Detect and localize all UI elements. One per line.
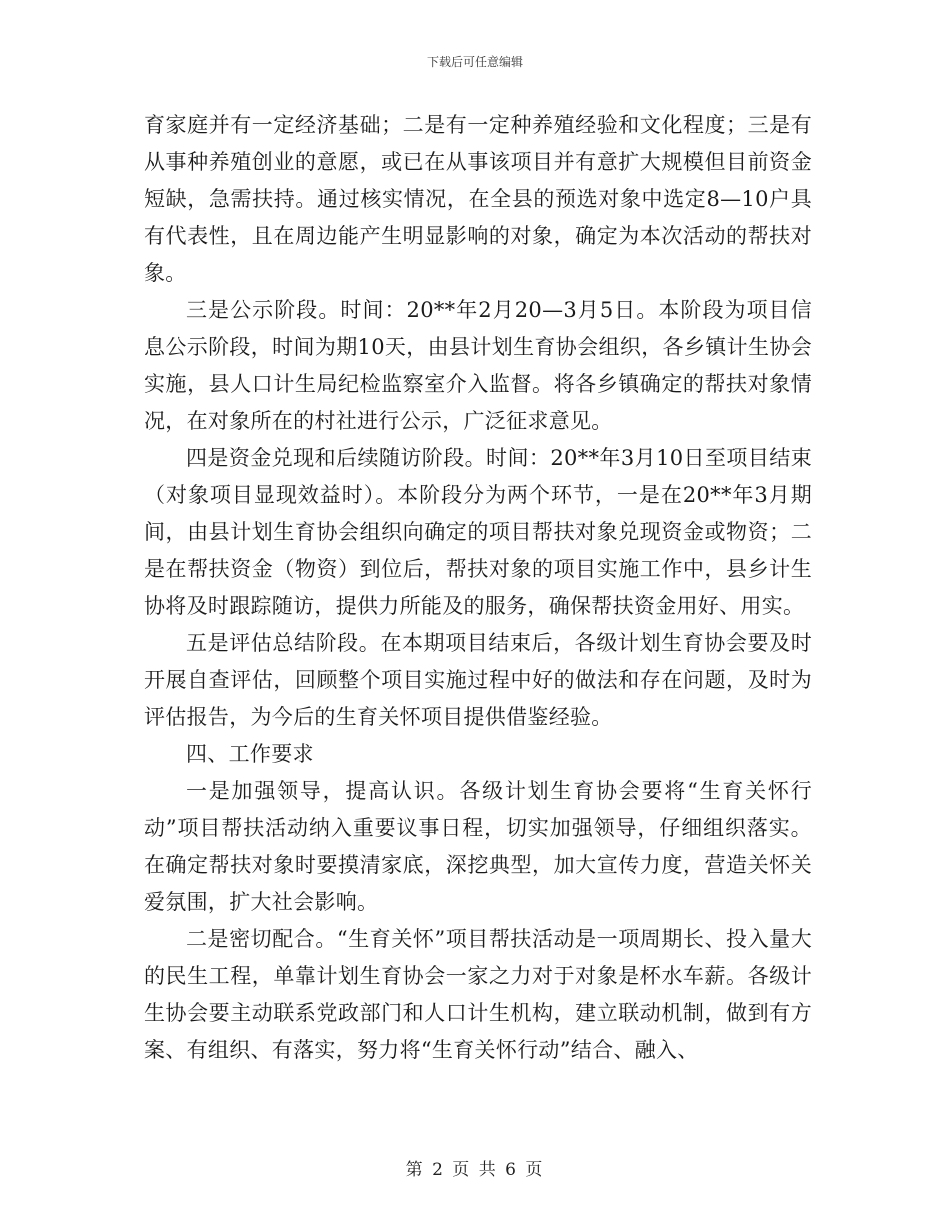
paragraph-continuation: 育家庭并有一定经济基础；二是有一定种养殖经验和文化程度；三是有从事种养殖创业的意愿，或已在从事该项目并有意扩大规模但目前资金短缺，急需扶持。通过核实情况，在全县的预选对象中选定8—10户具有代表性，且在周边能产生明显影响的对象，确定为本次活动的帮扶对象。: [144, 113, 812, 285]
paragraph-stage-four: 四是资金兑现和后续随访阶段。时间：20**年3月10日至项目结束（对象项目显现效益时）。本阶段分为两个环节，一是在20**年3月期间，由县计划生育协会组织向确定的项目帮扶对象兑现资金或物资；二是在帮扶资金（物资）到位后，帮扶对象的项目实施工作中，县乡计生协将及时跟踪随访，提供力所能及的服务，确保帮扶资金用好、用实。: [144, 446, 812, 618]
paragraph-stage-three: 三是公示阶段。时间：20**年2月20—3月5日。本阶段为项目信息公示阶段，时间为期10天，由县计划生育协会组织，各乡镇计生协会实施，县人口计生局纪检监察室介入监督。将各乡镇确定的帮扶对象情况，在对象所在的村社进行公示，广泛征求意见。: [144, 298, 812, 433]
page-number-footer: 第 2 页 共 6 页: [405, 1160, 545, 1180]
page-header: 下载后可任意编辑: [426, 55, 523, 69]
paragraph-stage-five: 五是评估总结阶段。在本期项目结束后，各级计划生育协会要及时开展自查评估，回顾整个项目实施过程中好的做法和存在问题，及时为评估报告，为今后的生育关怀项目提供借鉴经验。: [144, 631, 812, 729]
paragraph-requirement-two: 二是密切配合。“生育关怀”项目帮扶活动是一项周期长、投入量大的民生工程，单靠计划生育协会一家之力对于对象是杯水车薪。各级计生协会要主动联系党政部门和人口计生机构，建立联动机制，做到有方案、有组织、有落实，努力将“生育关怀行动”结合、融入、: [144, 927, 812, 1062]
section-heading-work-requirements: 四、工作要求: [186, 742, 314, 766]
paragraph-requirement-one: 一是加强领导，提高认识。各级计划生育协会要将“生育关怀行动”项目帮扶活动纳入重要议事日程，切实加强领导，仔细组织落实。在确定帮扶对象时要摸清家底，深挖典型，加大宣传力度，营造关怀关爱氛围，扩大社会影响。: [144, 779, 812, 914]
document-body: [144, 107, 812, 1069]
